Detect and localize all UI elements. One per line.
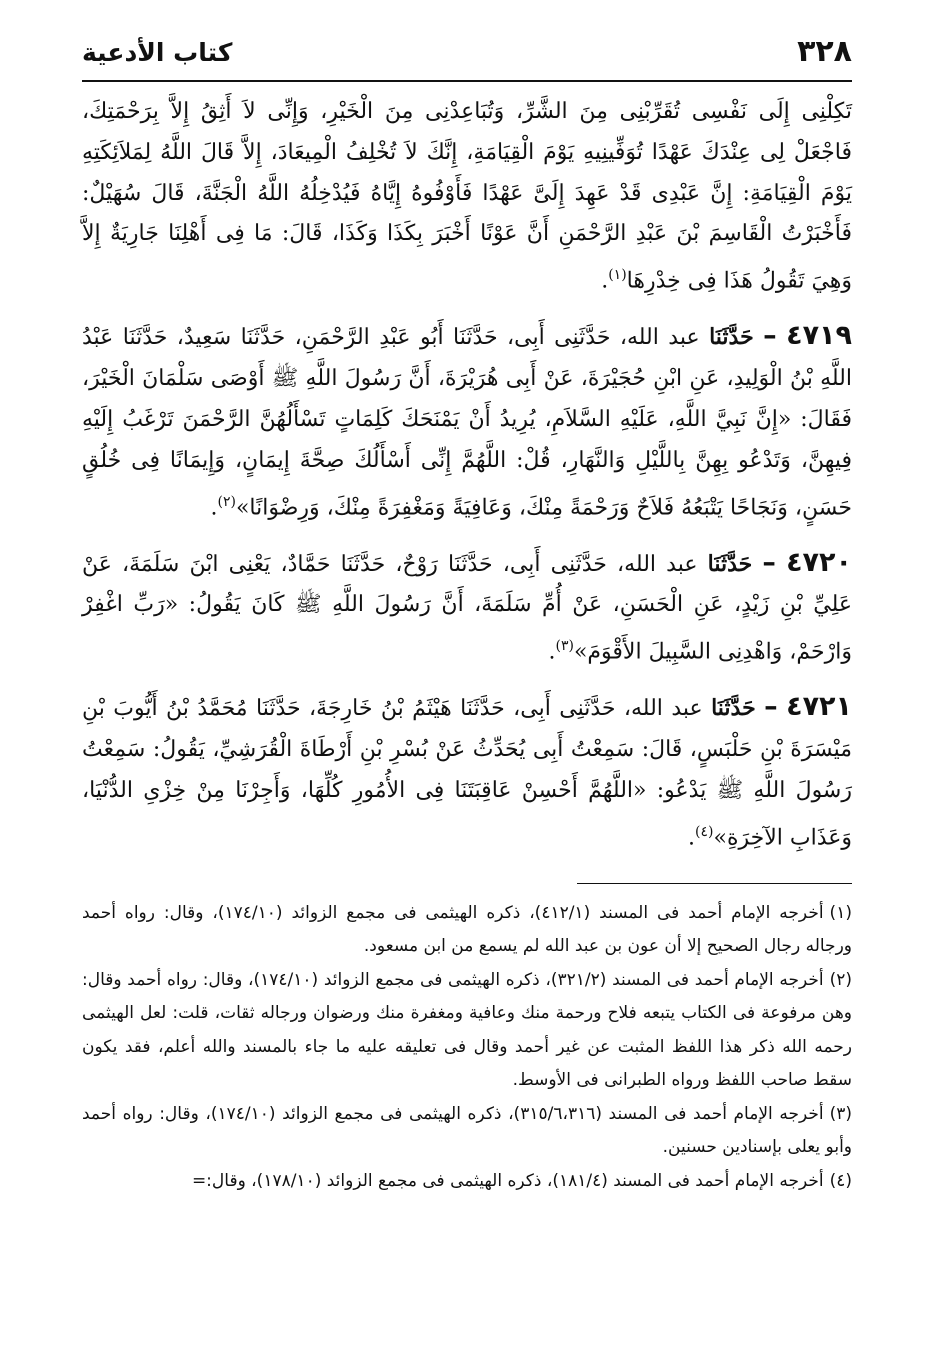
footnote-ref: (٣) <box>555 638 574 655</box>
footnote-text: أخرجه الإمام أحمد فى المسند (٤١٢/١)، ذكره الهيثمى فى مجمع الزوائد (١٧٤/١٠)، وقال: رواه أحمد ورجاله رجال الصحيح إلا أن عون بن عبد الله لم يسمع من ابن مسعود. <box>82 902 852 957</box>
hadith-number: ٤٧١٩ <box>786 320 853 352</box>
hadith-lead: حَدَّثَنَا <box>707 550 753 577</box>
footnote-text: أخرجه الإمام أحمد فى المسند (١٨١/٤)، ذكره الهيثمى فى مجمع الزوائد (١٧٨/١٠)، وقال:= <box>191 1170 824 1191</box>
hadith-lead: حَدَّثَنَا <box>709 324 754 351</box>
hadith-number: ٤٧٢٠ <box>786 546 852 578</box>
page-number: ٣٢٨ <box>797 34 852 69</box>
footnote-label: (١) <box>829 902 852 923</box>
footnote-ref: (١) <box>608 267 627 284</box>
hadith-text: عبد الله، حَدَّثَنِى أَبِى، حَدَّثَنَا أَبُو عَبْدِ الرَّحْمَنِ، حَدَّثَنَا سَعِيدٌ، حَدَّثَنَا عَبْدُ اللَّهِ بْنُ الْوَلِيدِ، عَنِ ابْنِ حُجَيْرَةَ، عَنْ أَبِى هُرَيْرَةَ، أَنَّ رَسُولَ اللَّهِ ﷺ أَوْصَى سَلْمَانَ الْخَيْرَ، فَقَالَ: «إِنَّ نَبِيَّ اللَّهِ، عَلَيْهِ السَّلاَمِ، يُرِيدُ أَنْ يَمْنَحَكَ كَلِمَاتٍ تَسْأَلُهُنَّ الرَّحْمَنَ تَرْغَبُ إِلَيْهِ فِيهِنَّ، وَتَدْعُو بِهِنَّ بِاللَّيْلِ وَالنَّهَارِ، قُلْ: اللَّهُمَّ إِنِّى أَسْأَلُكَ صِحَّةَ إِيمَانٍ، وَإِيمَانًا فِى خُلُقٍ حَسَنٍ، وَنَجَاحًا يَتْبَعُهُ فَلاَحٌ وَرَحْمَةً مِنْكَ، وَعَافِيَةً وَمَغْفِرَةً مِنْكَ، وَرِضْوَانًا» <box>82 325 852 520</box>
footnotes <box>82 897 852 1199</box>
footnote <box>82 897 852 964</box>
hadith-paragraph: ٤٧٢١ – حَدَّثَنَا عبد الله، حَدَّثَنِى أَبِى، حَدَّثَنَا هَيْثَمُ بْنُ خَارِجَةَ، حَدَّثَنَا مُحَمَّدُ بْنُ أَيُّوبَ بْنِ مَيْسَرَةَ بْنِ حَلْبَسٍ، قَالَ: سَمِعْتُ أَبِى يُحَدِّثُ عَنْ بُسْرِ بْنِ أَرْطَاةَ الْقُرَشِيِّ، يَقُولُ: سَمِعْتُ رَسُولَ اللَّهِ ﷺ يَدْعُو: «اللَّهُمَّ أَحْسِنْ عَاقِبَتَنَا فِى الأُمُورِ كُلِّهَا، وَأَجِرْنَا مِنْ خِزْىِ الدُّنْيَا، وَعَذَابِ الآخِرَةِ»$^{(٤)}$. <box>82 691 853 851</box>
footnote-label: (٢) <box>829 969 852 990</box>
footnote-ref: (٤) <box>695 823 714 840</box>
hadith-paragraph: ٤٧١٩ – حَدَّثَنَا عبد الله، حَدَّثَنِى أَبِى، حَدَّثَنَا أَبُو عَبْدِ الرَّحْمَنِ، حَدَّثَنَا سَعِيدٌ، حَدَّثَنَا عَبْدُ اللَّهِ بْنُ الْوَلِيدِ، عَنِ ابْنِ حُجَيْرَةَ، عَنْ أَبِى هُرَيْرَةَ، أَنَّ رَسُولَ اللَّهِ ﷺ أَوْصَى سَلْمَانَ الْخَيْرَ، فَقَالَ: «إِنَّ نَبِيَّ اللَّهِ، عَلَيْهِ السَّلاَمِ، يُرِيدُ أَنْ يَمْنَحَكَ كَلِمَاتٍ تَسْأَلُهُنَّ الرَّحْمَنَ تَرْغَبُ إِلَيْهِ فِيهِنَّ، وَتَدْعُو بِهِنَّ بِاللَّيْلِ وَالنَّهَارِ، قُلْ: اللَّهُمَّ إِنِّى أَسْأَلُكَ صِحَّةَ إِيمَانٍ، وَإِيمَانًا فِى خُلُقٍ حَسَنٍ، وَنَجَاحًا يَتْبَعُهُ فَلاَحٌ وَرَحْمَةً مِنْكَ، وَعَافِيَةً وَمَغْفِرَةً مِنْكَ، وَرِضْوَانًا»$^{(٢)}$. <box>82 320 853 520</box>
footnote <box>82 1165 852 1199</box>
book-title: كتاب الأدعية <box>82 38 233 67</box>
continuation-text: تَكِلْنِى إِلَى نَفْسِى تُقَرِّبْنِى مِنَ الشَّرِّ، وَتُبَاعِدْنِى مِنَ الْخَيْرِ، وَإِنِّى لاَ أَثِقُ إِلاَّ بِرَحْمَتِكَ، فَاجْعَلْ لِى عِنْدَكَ عَهْدًا تُوَفِّينِيهِ يَوْمَ الْقِيَامَةِ، إِنَّكَ لاَ تُخْلِفُ الْمِيعَادَ، إِلاَّ قَالَ اللَّهُ لِمَلاَئِكَتِهِ يَوْمَ الْقِيَامَةِ: إِنَّ عَبْدِى قَدْ عَهِدَ إِلَىَّ عَهْدًا فَأَوْفُوهُ إِيَّاهُ فَيُدْخِلُهُ اللَّهُ الْجَنَّةَ، قَالَ سُهَيْلٌ: فَأَخْبَرْتُ الْقَاسِمَ بْنَ عَبْدِ الرَّحْمَنِ أَنَّ عَوْنًا أَخْبَرَ بِكَذَا وَكَذَا، قَالَ: مَا فِى أَهْلِنَا جَارِيَةٌ إِلاَّ وَهِيَ تَقُولُ هَذَا فِى خِدْرِهَا <box>82 99 852 294</box>
footnote-text: أخرجه الإمام أحمد فى المسند (٣١٥/٦،٣١٦)، ذكره الهيثمى فى مجمع الزوائد (١٧٤/١٠)، وقال: رواه أحمد وأبو يعلى بإسنادين حسنين. <box>82 1103 852 1158</box>
hadith-lead: حَدَّثَنَا <box>711 695 756 722</box>
continuation-end: . <box>601 268 609 294</box>
footnote-text: أخرجه الإمام أحمد فى المسند (٣٢١/٢)، ذكره الهيثمى فى مجمع الزوائد (١٧٤/١٠)، وقال: رواه أحمد وقال: وهن مرفوعة فى الكتاب يتبعه فلاح ورحمة منك وعافية ومغفرة منك ورضوان ورجاله ثقات، قلت: لعل الهيثمى رحمه الله ذكر هذا اللفظ المثبت عن غير أحمد وقال فى تعليقه عليه ما جاء بالمسند والله أعلم، فقد يكون سقط صاحب اللفظ ورواه الطبرانى فى الأوسط. <box>82 969 852 1091</box>
hadith-paragraph: ٤٧٢٠ – حَدَّثَنَا عبد الله، حَدَّثَنِى أَبِى، حَدَّثَنَا رَوْحٌ، حَدَّثَنَا حَمَّادٌ، يَعْنِى ابْنَ سَلَمَةَ، عَنْ عَلِيِّ بْنِ زَيْدٍ، عَنِ الْحَسَنِ، عَنْ أُمِّ سَلَمَةَ، أَنَّ رَسُولَ اللَّهِ ﷺ كَانَ يَقُولُ: «رَبِّ اغْفِرْ وَارْحَمْ، وَاهْدِنِى السَّبِيلَ الأَقْوَمَ»$^{(٣)}$. <box>82 546 852 665</box>
page-header <box>82 30 852 82</box>
hadith-end: . <box>548 639 556 665</box>
footnote-ref: (٢) <box>217 493 236 510</box>
continuation-paragraph <box>82 92 852 302</box>
footnote-label: (٤) <box>829 1170 852 1191</box>
footnote-label: (٣) <box>829 1103 852 1124</box>
main-text <box>82 92 852 859</box>
hadith-end: . <box>688 825 696 851</box>
hadith-number: ٤٧٢١ <box>786 691 853 723</box>
book-page <box>82 30 852 1350</box>
hadith-end: . <box>210 494 218 520</box>
footnote-separator <box>82 873 852 893</box>
hadith-text: عبد الله، حَدَّثَنِى أَبِى، حَدَّثَنَا هَيْثَمُ بْنُ خَارِجَةَ، حَدَّثَنَا مُحَمَّدُ بْنُ أَيُّوبَ بْنِ مَيْسَرَةَ بْنِ حَلْبَسٍ، قَالَ: سَمِعْتُ أَبِى يُحَدِّثُ عَنْ بُسْرِ بْنِ أَرْطَاةَ الْقُرَشِيِّ، يَقُولُ: سَمِعْتُ رَسُولَ اللَّهِ ﷺ يَدْعُو: «اللَّهُمَّ أَحْسِنْ عَاقِبَتَنَا فِى الأُمُورِ كُلِّهَا، وَأَجِرْنَا مِنْ خِزْىِ الدُّنْيَا، وَعَذَابِ الآخِرَةِ» <box>82 696 852 851</box>
footnote <box>82 1098 852 1165</box>
footnote <box>82 964 852 1098</box>
hadith-text: عبد الله، حَدَّثَنِى أَبِى، حَدَّثَنَا رَوْحٌ، حَدَّثَنَا حَمَّادٌ، يَعْنِى ابْنَ سَلَمَةَ، عَنْ عَلِيِّ بْنِ زَيْدٍ، عَنِ الْحَسَنِ، عَنْ أُمِّ سَلَمَةَ، أَنَّ رَسُولَ اللَّهِ ﷺ كَانَ يَقُولُ: «رَبِّ اغْفِرْ وَارْحَمْ، وَاهْدِنِى السَّبِيلَ الأَقْوَمَ» <box>82 551 852 665</box>
